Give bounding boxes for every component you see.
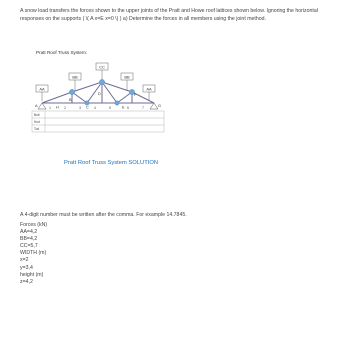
param-height-heading: height (m): [20, 271, 44, 278]
param-width-heading: WIDTH (m): [20, 250, 47, 257]
parameter-list: [20, 222, 47, 286]
svg-text:AA: AA: [146, 86, 152, 92]
question-text: A snow load transfers the forces shown to the upper joints of the Pratt and Howe roof lattices shown below. Ignoring the horizontal responses on the supports ( \( A x=E x=0 \) ) a) Determine the forces in all members using the joint method.: [20, 8, 318, 22]
svg-text:Hod: Hod: [34, 120, 40, 124]
param-z: z=4,2: [20, 278, 33, 285]
dimension-row-labels: [34, 113, 40, 131]
svg-text:F: F: [134, 93, 137, 97]
svg-text:H: H: [56, 105, 59, 110]
dimension-table: [32, 111, 164, 132]
svg-text:E: E: [122, 105, 125, 110]
svg-text:3: 3: [79, 105, 81, 110]
svg-text:C: C: [86, 105, 89, 110]
svg-text:A: A: [35, 104, 38, 108]
svg-text:B: B: [69, 98, 72, 102]
svg-text:G: G: [158, 104, 161, 108]
param-y: y=3,4: [20, 264, 33, 271]
svg-text:CC: CC: [99, 64, 105, 70]
svg-text:D: D: [98, 92, 101, 96]
svg-text:4: 4: [94, 105, 96, 110]
load-label-aa-right: [143, 85, 155, 92]
param-x: x=2: [20, 257, 29, 264]
svg-text:BB: BB: [124, 74, 130, 80]
svg-text:AA: AA: [39, 86, 45, 92]
svg-text:6: 6: [127, 105, 129, 110]
svg-text:5: 5: [109, 105, 111, 110]
truss-figure: [28, 37, 178, 172]
svg-text:2: 2: [64, 105, 66, 110]
figure-title: Pratt Roof Truss System:: [36, 50, 88, 55]
load-label-bb-left: [69, 73, 81, 80]
param-cc: CC=5,7: [20, 243, 38, 250]
svg-text:BB: BB: [72, 74, 78, 80]
load-label-aa-left: [36, 85, 48, 92]
param-bb: BB=4,2: [20, 236, 38, 243]
load-label-bb-right: [121, 73, 133, 80]
param-forces-heading: Forces (kN): [20, 222, 48, 228]
solution-link[interactable]: Pratt Roof Truss System SOLUTION: [64, 160, 159, 166]
svg-text:Tod: Tod: [34, 127, 40, 131]
answer-format-note: A 4-digit number must be written after the comma. For example 14.7845.: [20, 212, 187, 218]
load-label-cc: [96, 63, 108, 70]
svg-text:7: 7: [142, 105, 144, 110]
dimension-numbers: [49, 106, 144, 110]
svg-text:Bolt: Bolt: [34, 113, 40, 117]
param-aa: AA=4,2: [20, 229, 38, 236]
svg-text:1: 1: [49, 105, 51, 110]
